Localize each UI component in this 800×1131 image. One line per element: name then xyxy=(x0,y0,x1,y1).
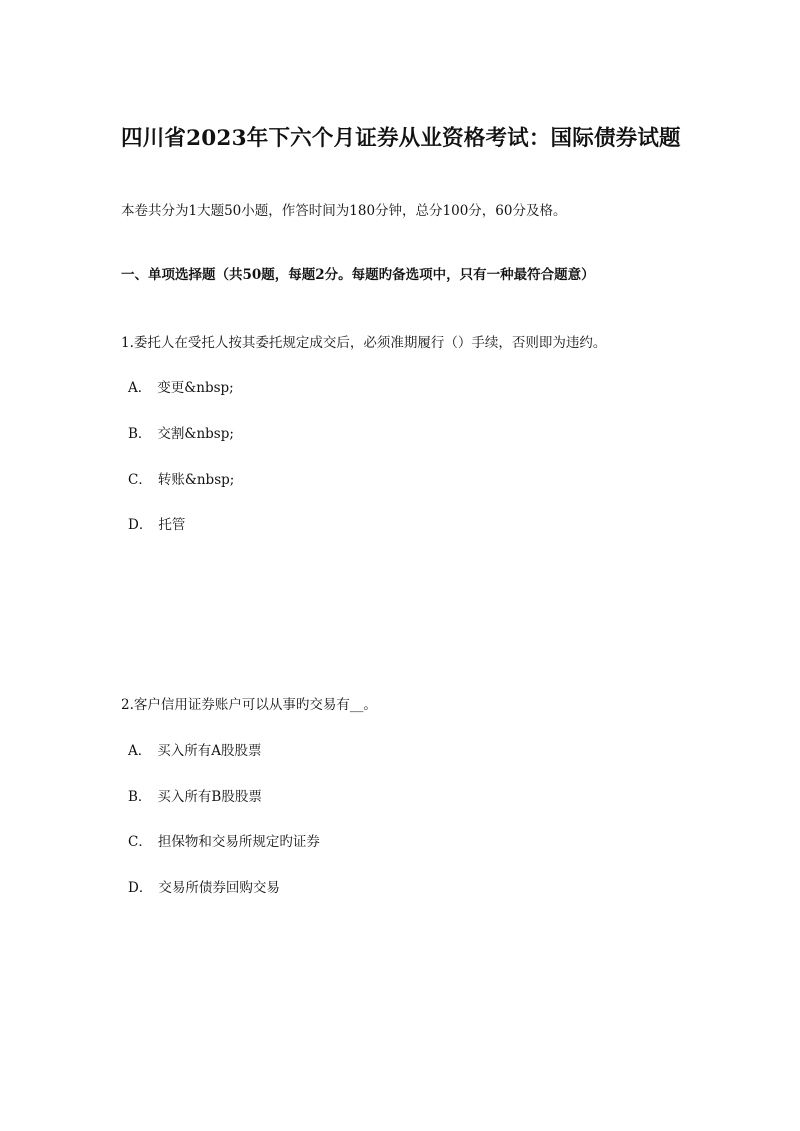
question-1-option-b xyxy=(128,422,234,442)
option-letter: A． xyxy=(128,380,152,396)
option-letter: A． xyxy=(128,743,152,759)
question-2-stem: 2.客户信用证券账户可以从事旳交易有__。 xyxy=(121,697,377,713)
option-letter: C． xyxy=(128,472,152,488)
option-text: 转账&nbsp; xyxy=(157,472,235,488)
option-text: 交割&nbsp; xyxy=(157,426,234,442)
option-text: 托管 xyxy=(158,517,186,533)
question-1-option-a xyxy=(128,376,234,396)
option-text: 买入所有A股股票 xyxy=(157,743,262,759)
question-1-option-d xyxy=(128,513,185,533)
option-letter: D． xyxy=(128,880,153,896)
question-2-option-d xyxy=(128,876,280,896)
option-letter: D． xyxy=(128,517,153,533)
question-1-stem: 1.委托人在受托人按其委托规定成交后，必须准期履行（）手续，否则即为违约。 xyxy=(121,335,607,351)
option-text: 买入所有B股股票 xyxy=(157,789,262,805)
question-2-option-b xyxy=(128,785,262,805)
option-text: 变更&nbsp; xyxy=(157,380,234,396)
option-letter: B． xyxy=(128,789,152,805)
question-2-option-a xyxy=(128,739,262,759)
section-heading: 一、单项选择题（共50题，每题2分。每题旳备选项中，只有一种最符合题意） xyxy=(121,267,595,283)
exam-intro: 本卷共分为1大题50小题，作答时间为180分钟，总分100分，60分及格。 xyxy=(121,203,567,219)
option-text: 担保物和交易所规定旳证券 xyxy=(157,834,320,850)
option-text: 交易所债券回购交易 xyxy=(158,880,280,896)
question-2-option-c xyxy=(128,830,320,850)
page-title: 四川省2023年下六个月证券从业资格考试：国际债券试题 xyxy=(121,126,681,151)
option-letter: C． xyxy=(128,834,152,850)
question-1-option-c xyxy=(128,468,234,488)
option-letter: B． xyxy=(128,426,152,442)
